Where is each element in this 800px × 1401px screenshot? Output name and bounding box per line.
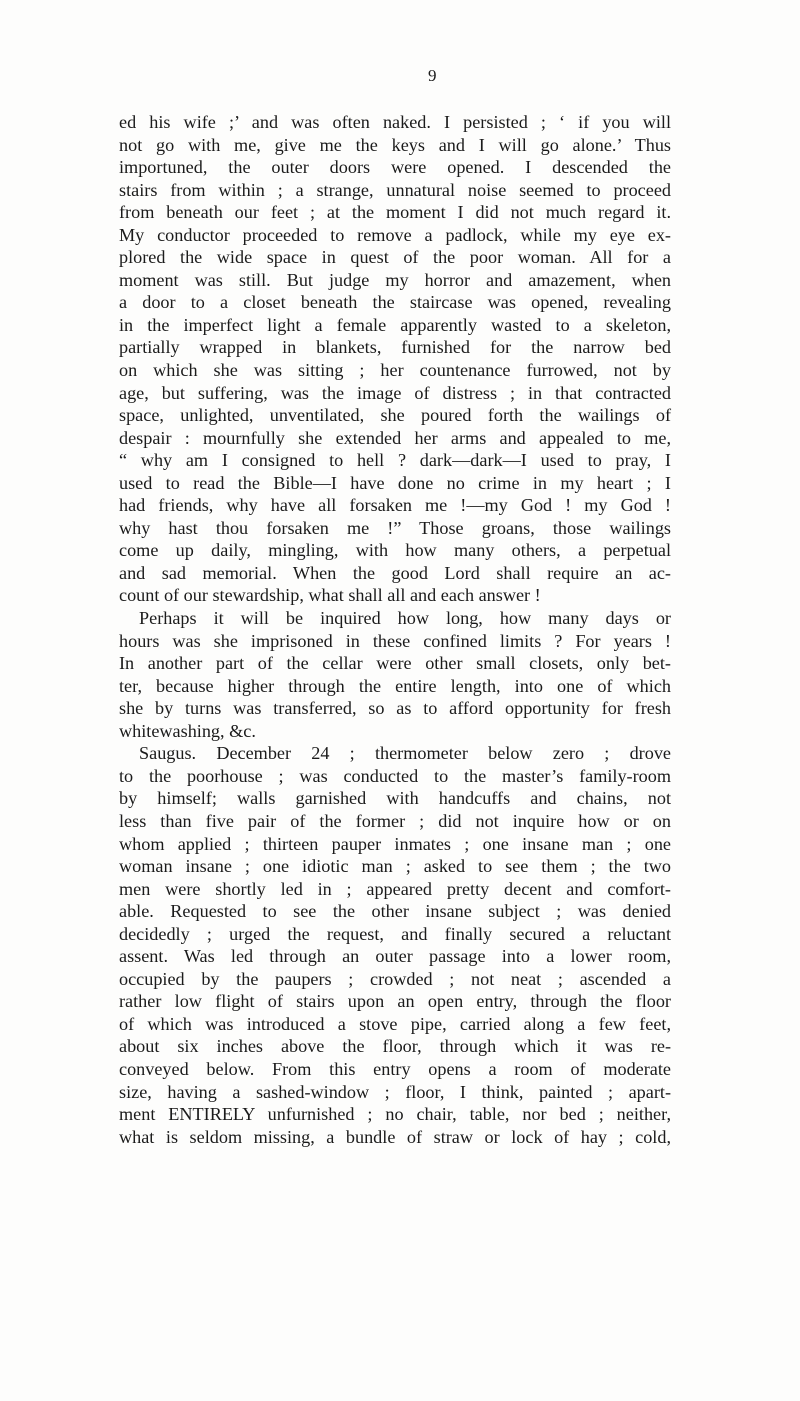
text-line: come up daily, mingling, with how many others, a perpetual — [119, 540, 671, 561]
text-line: what is seldom missing, a bundle of straw or lock of hay ; cold, — [119, 1126, 671, 1147]
text-line: about six inches above the floor, through which it was re- — [119, 1036, 671, 1057]
text-line: less than five pair of the former ; did not inquire how or on — [119, 810, 671, 831]
text-line: whitewashing, &c. — [119, 720, 256, 741]
text-line: ment ENTIRELY unfurnished ; no chair, table, nor bed ; neither, — [119, 1104, 671, 1125]
text-line: of which was introduced a stove pipe, carried along a few feet, — [119, 1013, 671, 1034]
text-line: she by turns was transferred, so as to afford opportunity for fresh — [119, 698, 671, 719]
text-line: occupied by the paupers ; crowded ; not neat ; ascended a — [119, 968, 671, 989]
text-line: ed his wife ;’ and was often naked. I persisted ; ‘ if you will — [119, 112, 671, 132]
text-line: in the imperfect light a female apparently wasted to a skeleton, — [119, 314, 671, 335]
body-text — [119, 111, 671, 1148]
text-line: count of our stewardship, what shall all and each answer ! — [119, 585, 541, 606]
text-line: and sad memorial. When the good Lord shall require an ac- — [119, 562, 671, 583]
text-line: moment was still. But judge my horror and amazement, when — [119, 269, 671, 290]
text-line: able. Requested to see the other insane subject ; was denied — [119, 901, 671, 922]
text-line: decidedly ; urged the request, and finally secured a reluctant — [119, 923, 671, 944]
text-line: hours was she imprisoned in these confined limits ? For years ! — [119, 630, 671, 651]
text-line: space, unlighted, unventilated, she poured forth the wailings of — [119, 405, 671, 426]
text-line: whom applied ; thirteen pauper inmates ; one insane man ; one — [119, 833, 671, 854]
text-line: why hast thou forsaken me !” Those groans, those wailings — [119, 517, 671, 538]
text-line: from beneath our feet ; at the moment I did not much regard it. — [119, 202, 671, 223]
text-line: not go with me, give me the keys and I will go alone.’ Thus — [119, 134, 671, 155]
text-line: Saugus. December 24 ; thermometer below zero ; drove — [139, 743, 671, 764]
text-line: ter, because higher through the entire length, into one of which — [119, 675, 671, 696]
text-line: woman insane ; one idiotic man ; asked to see them ; the two — [119, 856, 671, 877]
text-line: a door to a closet beneath the staircase was opened, revealing — [119, 292, 671, 313]
text-line: rather low flight of stairs upon an open entry, through the floor — [119, 991, 671, 1012]
text-line: My conductor proceeded to remove a padlock, while my eye ex- — [119, 224, 671, 245]
text-line: by himself; walls garnished with handcuffs and chains, not — [119, 788, 671, 809]
text-line: Perhaps it will be inquired how long, how many days or — [139, 608, 671, 629]
text-line: men were shortly led in ; appeared pretty decent and comfort- — [119, 878, 671, 899]
text-line: despair : mournfully she extended her arms and appealed to me, — [119, 427, 671, 448]
text-line: had friends, why have all forsaken me !—my God ! my God ! — [119, 495, 671, 516]
text-line: importuned, the outer doors were opened. I descended the — [119, 157, 671, 178]
text-line: stairs from within ; a strange, unnatural noise seemed to proceed — [119, 179, 671, 200]
text-line: used to read the Bible—I have done no crime in my heart ; I — [119, 472, 671, 493]
text-line: to the poorhouse ; was conducted to the master’s family-room — [119, 765, 671, 786]
text-line: assent. Was led through an outer passage into a lower room, — [119, 946, 671, 967]
text-line: size, having a sashed-window ; floor, I think, painted ; apart- — [119, 1081, 671, 1102]
text-line: conveyed below. From this entry opens a room of moderate — [119, 1058, 671, 1079]
text-line: “ why am I consigned to hell ? dark—dark—I used to pray, I — [119, 450, 671, 471]
page-number: 9 — [428, 66, 437, 85]
text-line: on which she was sitting ; her countenance furrowed, not by — [119, 360, 671, 381]
text-line: partially wrapped in blankets, furnished for the narrow bed — [119, 337, 671, 358]
text-line: In another part of the cellar were other small closets, only bet- — [119, 653, 671, 674]
text-line: age, but suffering, was the image of distress ; in that contracted — [119, 382, 671, 403]
text-line: plored the wide space in quest of the poor woman. All for a — [119, 247, 671, 268]
